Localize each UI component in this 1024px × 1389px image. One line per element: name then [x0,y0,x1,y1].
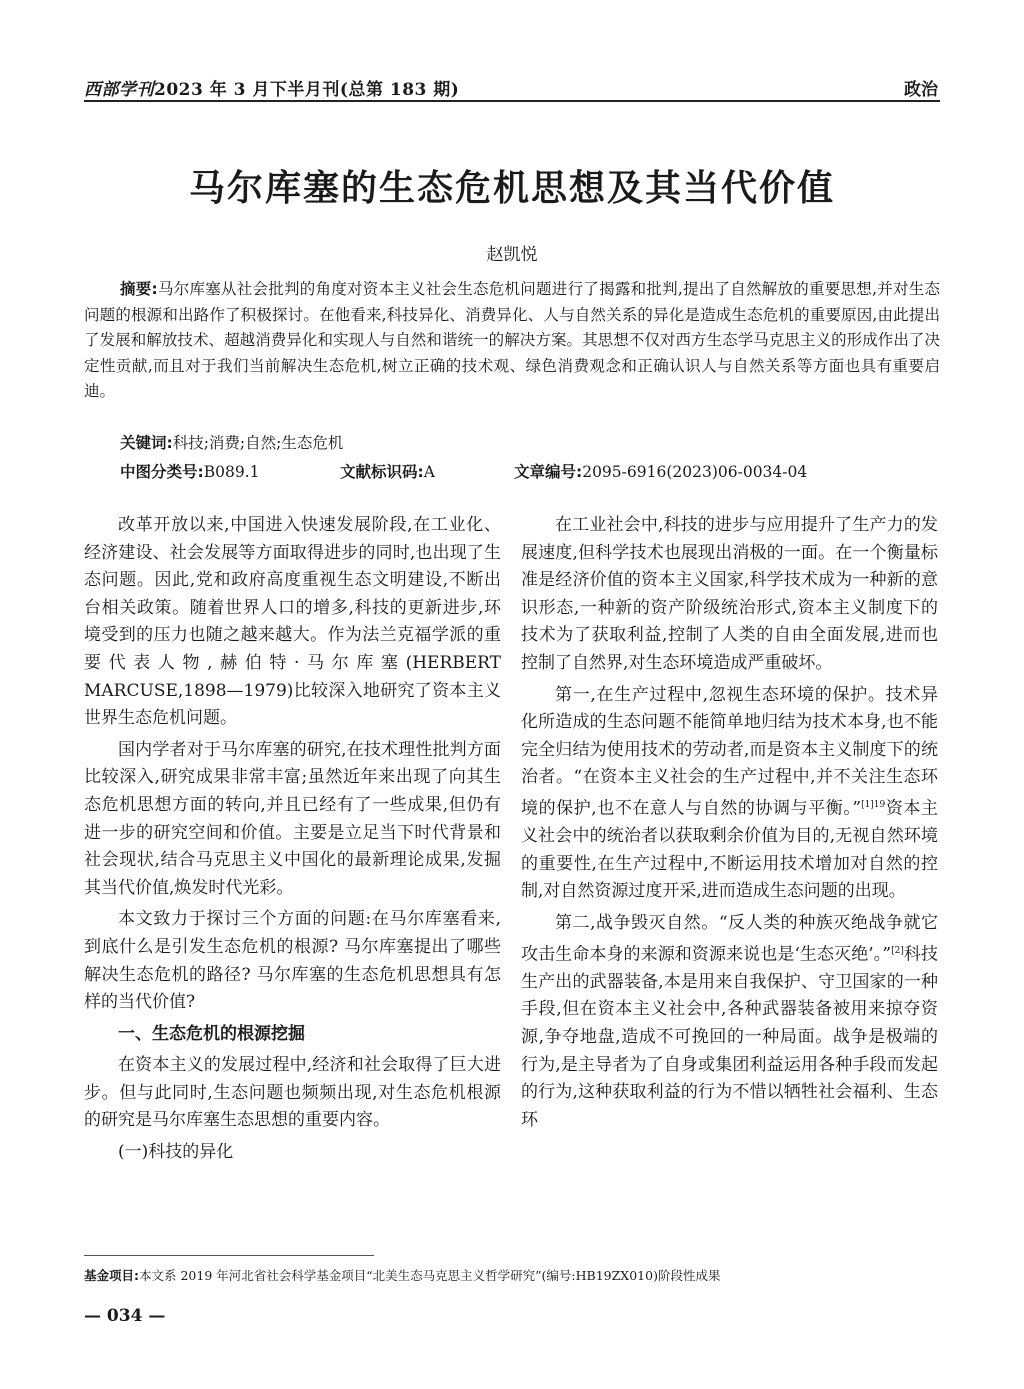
section-heading: 一、生态危机的根源挖掘 [118,1023,305,1044]
article-title: 马尔库塞的生态危机思想及其当代价值 [188,168,835,209]
running-header-journal [84,75,459,100]
abstract [84,277,940,405]
doc-label: 文献标识码: [340,463,424,481]
article-number [514,460,807,482]
issue-info: 2023 年 3 月下半月刊(总第 183 期) [154,80,460,100]
footnote-label: 基金项目: [84,1268,139,1283]
page-number: — 034 — [84,1306,166,1326]
left-column [84,512,501,1167]
footnote-rule [84,1255,374,1256]
keywords-label: 关键词: [120,434,173,452]
footnote-text: 本文系 2019 年河北省社会科学基金项目“北美生态马克思主义哲学研究”(编号:HB19ZX010)阶段性成果 [139,1268,721,1283]
paragraph-text: 科技生产出的武器装备,本是用来自我保护、守卫国家的一种手段,但在资本主义社会中,各种武器装备被用来掠夺资源,争夺地盘,造成不可挽回的一种局面。战争是极端的行为,是主导者为了自身或集团利益运用各种手段而发起的行为,这种获取利益的行为不惜以牺牲社会福利、生态环 [521,944,939,1130]
paragraph: 改革开放以来,中国进入快速发展阶段,在工业化、经济建设、社会发展等方面取得进步的同时,也出现了生态问题。因此,党和政府高度重视生态文明建设,不断出台相关政策。随着世界人口的增多,科技的更新进步,环境受到的压力也随之越来越大。作为法兰克福学派的重要代表人物,赫伯特·马尔库塞(HERBERT MARCUSE,1898—1979)比较深入地研究了资本主义世界生态危机问题。 [84,515,501,729]
subsection-heading: (一)科技的异化 [118,1142,234,1163]
paragraph: 本文致力于探讨三个方面的问题:在马尔库塞看来,到底什么是引发生态危机的根源? 马尔库塞提出了哪些解决生态危机的路径? 马尔库塞的生态危机思想具有怎样的当代价值? [84,909,501,1013]
keywords-text: 科技;消费;自然;生态危机 [172,434,344,452]
clc-number [120,460,259,482]
art-value: 2095-6916(2023)06-0034-04 [582,463,808,481]
journal-logo: 西部学刊 [84,80,154,100]
paragraph-text: 第一,在生产过程中,忽视生态环境的保护。技术异化所造成的生态问题不能简单地归结为技术本身,也不能完全归结为使用技术的劳动者,而是资本主义制度下的统治者。“在资本主义社会的生产过程中,并不关注生态环境的保护,也不在意人与自然的协调与平衡。” [521,684,938,819]
footnote [84,1266,720,1284]
section-label: 政治 [904,80,938,100]
citation-ref: [1]19 [861,799,886,810]
abstract-text: 马尔库塞从社会批判的角度对资本主义社会生态危机问题进行了揭露和批判,提出了自然解放的重要思想,并对生态问题的根源和出路作了积极探讨。在他看来,科技异化、消费异化、人与自然关系的异化是造成生态危机的重要原因,由此提出了发展和解放技术、超越消费异化和实现人与自然和谐统一的解决方案。其思想不仅对西方生态学马克思主义的形成作出了决定性贡献,而且对于我们当前解决生态危机,树立正确的技术观、绿色消费观念和正确认识人与自然关系等方面也具有重要启迪。 [84,280,941,400]
paragraph: 在资本主义的发展过程中,经济和社会取得了巨大进步。但与此同时,生态问题也频频出现,对生态危机根源的研究是马尔库塞生态思想的重要内容。 [84,1055,501,1131]
abstract-label: 摘要: [120,280,158,298]
art-label: 文章编号: [514,463,583,481]
header-rule [84,100,940,102]
citation-ref: [2] [891,945,904,956]
clc-label: 中图分类号: [120,463,204,481]
document-code [340,460,435,482]
paragraph [521,910,938,1134]
doc-value: A [423,463,435,481]
article-author: 赵凯悦 [486,245,538,265]
paragraph-text: 第二,战争毁灭自然。“反人类的种族灭绝战争就它攻击生命本身的来源和资源来说也是‘生态灭绝’。” [521,912,938,965]
paragraph: 在工业社会中,科技的进步与应用提升了生产力的发展速度,但科学技术也展现出消极的一面。在一个衡量标准是经济价值的资本主义国家,科学技术成为一种新的意识形态,一种新的资产阶级统治形式,资本主义制度下的技术为了获取利益,控制了人类的自由全面发展,进而也控制了自然界,对生态环境造成严重破坏。 [521,515,938,673]
right-column [521,512,938,1134]
paragraph [521,682,938,906]
paragraph-text: 资本主义社会中的统治者以获取剩余价值为目的,无视自然环境的重要性,在生产过程中,不断运用技术增加对自然的控制,对自然资源过度开采,进而造成生态问题的出现。 [521,798,938,902]
paragraph: 国内学者对于马尔库塞的研究,在技术理性批判方面比较深入,研究成果非常丰富;虽然近年来出现了向其生态危机思想方面的转向,并且已经有了一些成果,但仍有进一步的研究空间和价值。主要是立足当下时代背景和社会现状,结合马克思主义中国化的最新理论成果,发掘其当代价值,焕发时代光彩。 [84,739,501,898]
clc-value: B089.1 [203,463,260,481]
keywords [120,431,343,453]
